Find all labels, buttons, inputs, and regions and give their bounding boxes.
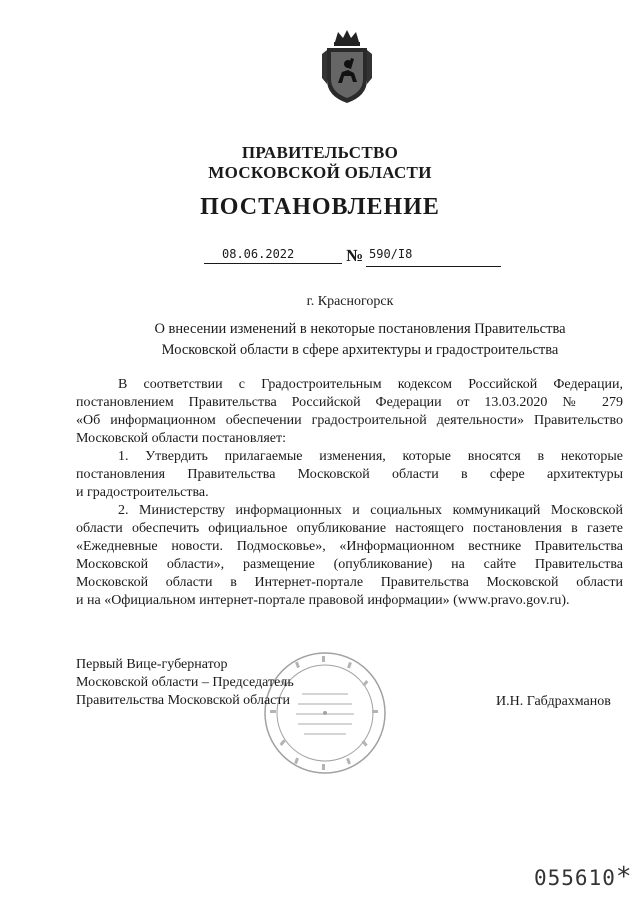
body-line: постановлением Правительства Российской Федерации от 13.03.2020 № 279 [76,395,623,410]
body-line: Московской области», размещение (опубликование) на сайте Правительства [76,557,623,572]
subject-line-1: О внесении изменений в некоторые постановления Правительства [154,321,566,337]
registration-number [534,862,633,892]
number-underline [366,266,501,267]
subject-line-2: Московской области в сфере архитектуры и градостроительства [161,342,559,358]
document-date: 08.06.2022 [222,247,295,261]
registration-digits: 055610 [534,866,616,890]
signer-position-line: Правительства Московской области [76,693,290,708]
body-line: постановления Правительства Московской области в сфере архитектуры [76,467,623,482]
document-number: 590/I8 [369,247,413,261]
body-line: 1. Утвердить прилагаемые изменения, которые вносятся в некоторые [118,449,623,464]
coat-of-arms-icon [318,28,376,106]
official-stamp-icon [262,650,388,776]
body-line: «Ежедневные новости. Подмосковье», «Информационном вестнике Правительства [76,539,623,554]
signer-position-line: Московской области – Председатель [76,675,294,690]
document-subject [80,319,640,361]
org-line-2: МОСКОВСКОЙ ОБЛАСТИ [208,163,432,182]
organization-name [0,143,640,183]
registration-mark: * [615,862,633,892]
signer-name: И.Н. Габдрахманов [496,694,611,709]
number-sign: № [346,246,364,265]
body-line: и на «Официальном интернет-портале правовой информации» (www.pravo.gov.ru). [76,593,570,608]
body-line: «Об информационном обеспечении градостроительной деятельности» Правительство [76,413,623,428]
body-line: Московской области в Интернет-портале Правительства Московской области [76,575,623,590]
date-underline [204,263,342,264]
body-line: В соответствии с Градостроительным кодексом Российской Федерации, [118,377,623,392]
body-line: и градостроительства. [76,485,209,500]
city: г. Красногорск [306,294,394,309]
org-line-1: ПРАВИТЕЛЬСТВО [241,143,399,162]
body-line: 2. Министерству информационных и социальных коммуникаций Московской [118,503,623,518]
body-line: области обеспечить официальное опубликование настоящего постановления в газете [76,521,623,536]
signer-position-line: Первый Вице-губернатор [76,657,228,672]
document-type: ПОСТАНОВЛЕНИЕ [200,194,440,220]
body-line: Московской области постановляет: [76,431,286,446]
